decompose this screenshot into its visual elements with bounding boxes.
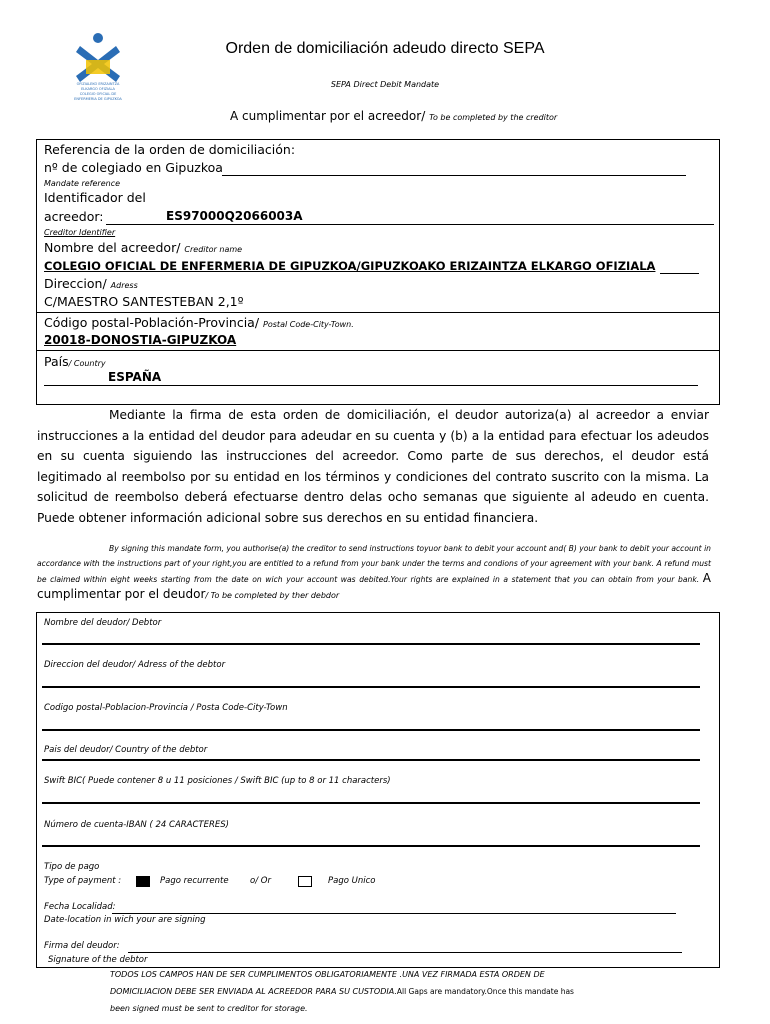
divider	[36, 312, 720, 313]
creditor-address-value: C/MAESTRO SANTESTEBAN 2,1º	[44, 294, 244, 309]
svg-text:COLEGIO OFICIAL DE: COLEGIO OFICIAL DE	[79, 92, 117, 96]
creditor-postal-label: Código postal-Población-Provincia/ Postal Code-City-Town.	[44, 315, 354, 330]
mandate-text-es: Mediante la firma de esta orden de domiciliación, el deudor autoriza(a) al acreedor a enviar instrucciones a la entidad del deudor para adeudar en su cuenta y (b) a la entidad para efectuar los adeudos en su cuenta siguiendo las instrucciones del acreedor. Como parte de sus derechos, el deudor está legitimado al reembolso por su entidad en los términos y condiciones del contrato suscrito con la misma. La solicitud de reembolso deberá efectuarse dentro delas ocho semanas que siguiente al adeudo en cuenta. Puede obtener información adicional sobre sus derechos en su entidad financiera.	[37, 408, 709, 525]
creditor-country-value: ESPAÑA	[108, 370, 162, 384]
debtor-country-label: Pais del deudor/ Country of the debtor	[44, 745, 208, 755]
colegiado-field[interactable]	[222, 161, 686, 176]
swift-bic-label: Swift BIC( Puede contener 8 u 11 posiciones / Swift BIC (up to 8 or 11 characters)	[44, 776, 391, 786]
identificador-label-2: acreedor:	[44, 209, 104, 224]
creditor-name-label: Nombre del acreedor/ Creditor name	[44, 240, 243, 255]
svg-text:ELKARGO OFIZIALA: ELKARGO OFIZIALA	[81, 87, 115, 91]
single-payment-checkbox[interactable]	[298, 876, 312, 887]
payment-type-en: Type of payment :	[44, 876, 122, 886]
single-payment-label: Pago Unico	[328, 876, 376, 886]
debtor-postal-label: Codigo postal-Poblacion-Provincia / Posta Code-City-Town	[44, 703, 288, 713]
creditor-name-value: COLEGIO OFICIAL DE ENFERMERIA DE GIPUZKOA/GIPUZKOAKO ERIZAINTZA ELKARGO OFIZIALA	[44, 259, 656, 273]
debtor-name-label: Nombre del deudor/ Debtor	[44, 618, 162, 628]
or-label: o/ Or	[250, 876, 271, 886]
signature-label: Firma del deudor:	[44, 941, 120, 951]
footer-note: TODOS LOS CAMPOS HAN DE SER CUMPLIMENTOS OBLIGATORIAMENTE .UNA VEZ FIRMADA ESTA ORDEN DE DOMICILIACION DEBE SER ENVIADA AL ACREEDOR PARA SU CUSTODIA.All Gaps are mandatory.Once this mandate has been signed must be sent to creditor for storage.	[110, 970, 574, 1013]
creditor-identifier-value: ES97000Q2066003A	[166, 209, 303, 223]
divider	[36, 350, 720, 351]
recurrent-payment-label: Pago recurrente	[160, 876, 229, 886]
debtor-address-field[interactable]	[42, 686, 700, 688]
debtor-name-field[interactable]	[42, 643, 700, 645]
creditor-address-label: Direccion/ Adress	[44, 276, 138, 291]
recurrent-payment-checkbox[interactable]	[136, 876, 150, 887]
swift-bic-field[interactable]	[42, 802, 700, 804]
iban-label: Número de cuenta-IBAN ( 24 CARACTERES)	[44, 820, 229, 830]
mandate-text-en: By signing this mandate form, you authorise(a) the creditor to send instructions toyuor bank to debit your account and( B) your bank to debit your account in accordance with the instructions part of your right,you are entitled to a refund from your bank under the terms and condions of your agreement with your bank. A refund must be claimed within eight weeks starting from the date on wich your account was debited.Your rights are explained in a statement that you can obtain from your bank. A cumplimentar por el deudor/ To be completed by ther debdor	[37, 544, 711, 601]
page-subtitle: SEPA Direct Debit Mandate	[330, 80, 440, 89]
date-location-en: Date-location in wich your are signing	[44, 915, 206, 925]
iban-field[interactable]	[42, 845, 700, 847]
debtor-postal-field[interactable]	[42, 729, 700, 731]
colegiado-label: nº de colegiado en Gipuzkoa	[44, 160, 223, 175]
date-location-label: Fecha Localidad:	[44, 902, 116, 912]
svg-text:OFIZIALEKO ERIZAINTZA: OFIZIALEKO ERIZAINTZA	[76, 82, 120, 86]
mandate-reference-en: Mandate reference	[44, 179, 121, 188]
mandate-reference-label: Referencia de la orden de domiciliación:	[44, 142, 296, 157]
creditor-identifier-en: Creditor Identifier	[44, 228, 116, 237]
svg-text:ENFERMERIA DE GIPUZKOA: ENFERMERIA DE GIPUZKOA	[74, 97, 122, 101]
creditor-country-label: País/ Country	[44, 354, 106, 369]
date-location-field[interactable]	[112, 901, 676, 914]
signature-en: Signature of the debtor	[48, 955, 148, 965]
creditor-name-line	[660, 259, 699, 274]
debtor-section-heading: A cumplimentar por el deudor/ To be completed by ther debdor	[37, 571, 711, 601]
payment-type-label: Tipo de pago	[44, 862, 100, 872]
signature-field[interactable]	[128, 940, 682, 953]
creditor-section-heading: A cumplimentar por el acreedor/ To be completed by the creditor	[230, 109, 558, 123]
creditor-postal-value: 20018-DONOSTIA-GIPUZKOA	[44, 333, 237, 347]
page-title: Orden de domiciliación adeudo directo SEPA	[225, 40, 545, 57]
debtor-address-label: Direccion del deudor/ Adress of the debtor	[44, 660, 226, 670]
debtor-country-field[interactable]	[42, 759, 700, 761]
identificador-label-1: Identificador del	[44, 190, 146, 205]
